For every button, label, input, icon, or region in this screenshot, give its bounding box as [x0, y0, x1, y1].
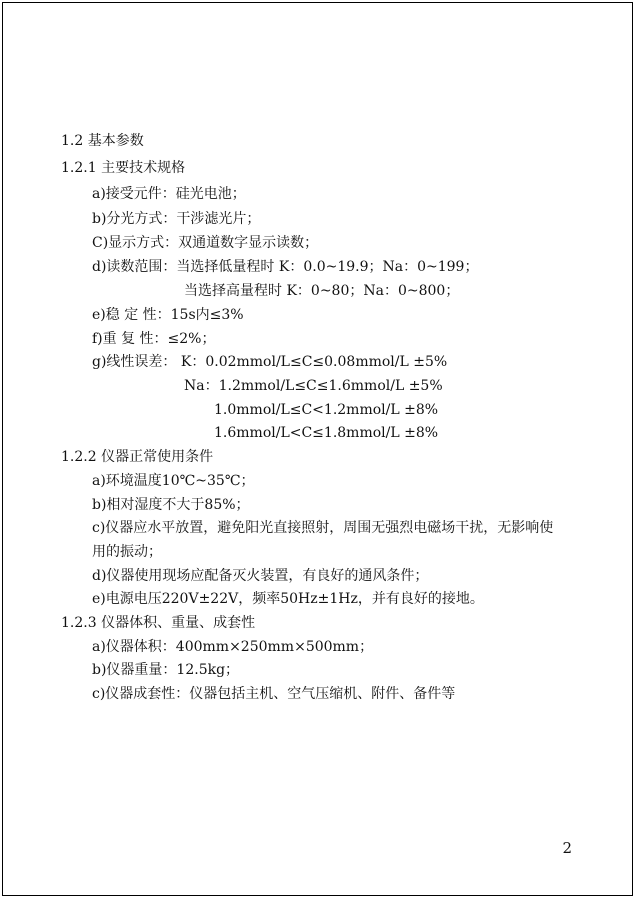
spec-item-light-split: b)分光方式：干涉滤光片； [92, 211, 261, 227]
condition-item-humidity: b)相对湿度不大于85%； [92, 497, 250, 513]
physical-item-kit: c)仪器成套性：仪器包括主机、空气压缩机、附件、备件等 [92, 686, 456, 702]
spec-item-repeatability: f)重 复 性：≤2%； [92, 331, 216, 347]
page-number: 2 [562, 839, 572, 857]
section-title: 1.2 基本参数 [61, 133, 144, 149]
spec-item-stability: e)稳 定 性：15s内≤3% [92, 307, 244, 323]
condition-item-placement-cont: 用的振动； [92, 544, 162, 560]
condition-item-temperature: a)环境温度10℃~35℃； [92, 473, 255, 489]
subsection-title-1-2-3: 1.2.3 仪器体积、重量、成套性 [61, 615, 256, 631]
document-page [2, 2, 633, 896]
subsection-title-1-2-2: 1.2.2 仪器正常使用条件 [61, 449, 214, 465]
physical-item-weight: b)仪器重量：12.5kg； [92, 662, 240, 678]
condition-item-fire: d)仪器使用现场应配备灭火装置，有良好的通风条件； [92, 568, 429, 584]
spec-item-range-low: d)读数范围：当选择低量程时 K：0.0~19.9；Na：0~199； [92, 259, 479, 275]
physical-item-volume: a)仪器体积：400mm×250mm×500mm； [92, 639, 374, 655]
spec-item-linearity-na-2: 1.0mmol/L≤C<1.2mmol/L ±8% [214, 402, 439, 418]
spec-item-linearity-k: g)线性误差： K：0.02mmol/L≤C≤0.08mmol/L ±5% [92, 354, 448, 370]
spec-item-linearity-na-1: Na：1.2mmol/L≤C≤1.6mmol/L ±5% [184, 378, 443, 394]
condition-item-placement: c)仪器应水平放置，避免阳光直接照射，周围无强烈电磁场干扰，无影响使 [92, 520, 554, 536]
condition-item-power: e)电源电压220V±22V，频率50Hz±1Hz，并有良好的接地。 [92, 591, 484, 607]
spec-item-display: C)显示方式：双通道数字显示读数； [92, 235, 319, 251]
subsection-title-1-2-1: 1.2.1 主要技术规格 [61, 160, 186, 176]
spec-item-linearity-na-3: 1.6mmol/L<C≤1.8mmol/L ±8% [214, 425, 439, 441]
spec-item-receiver: a)接受元件：硅光电池； [92, 186, 246, 202]
spec-item-range-high: 当选择高量程时 K：0~80；Na：0~800； [184, 283, 460, 299]
